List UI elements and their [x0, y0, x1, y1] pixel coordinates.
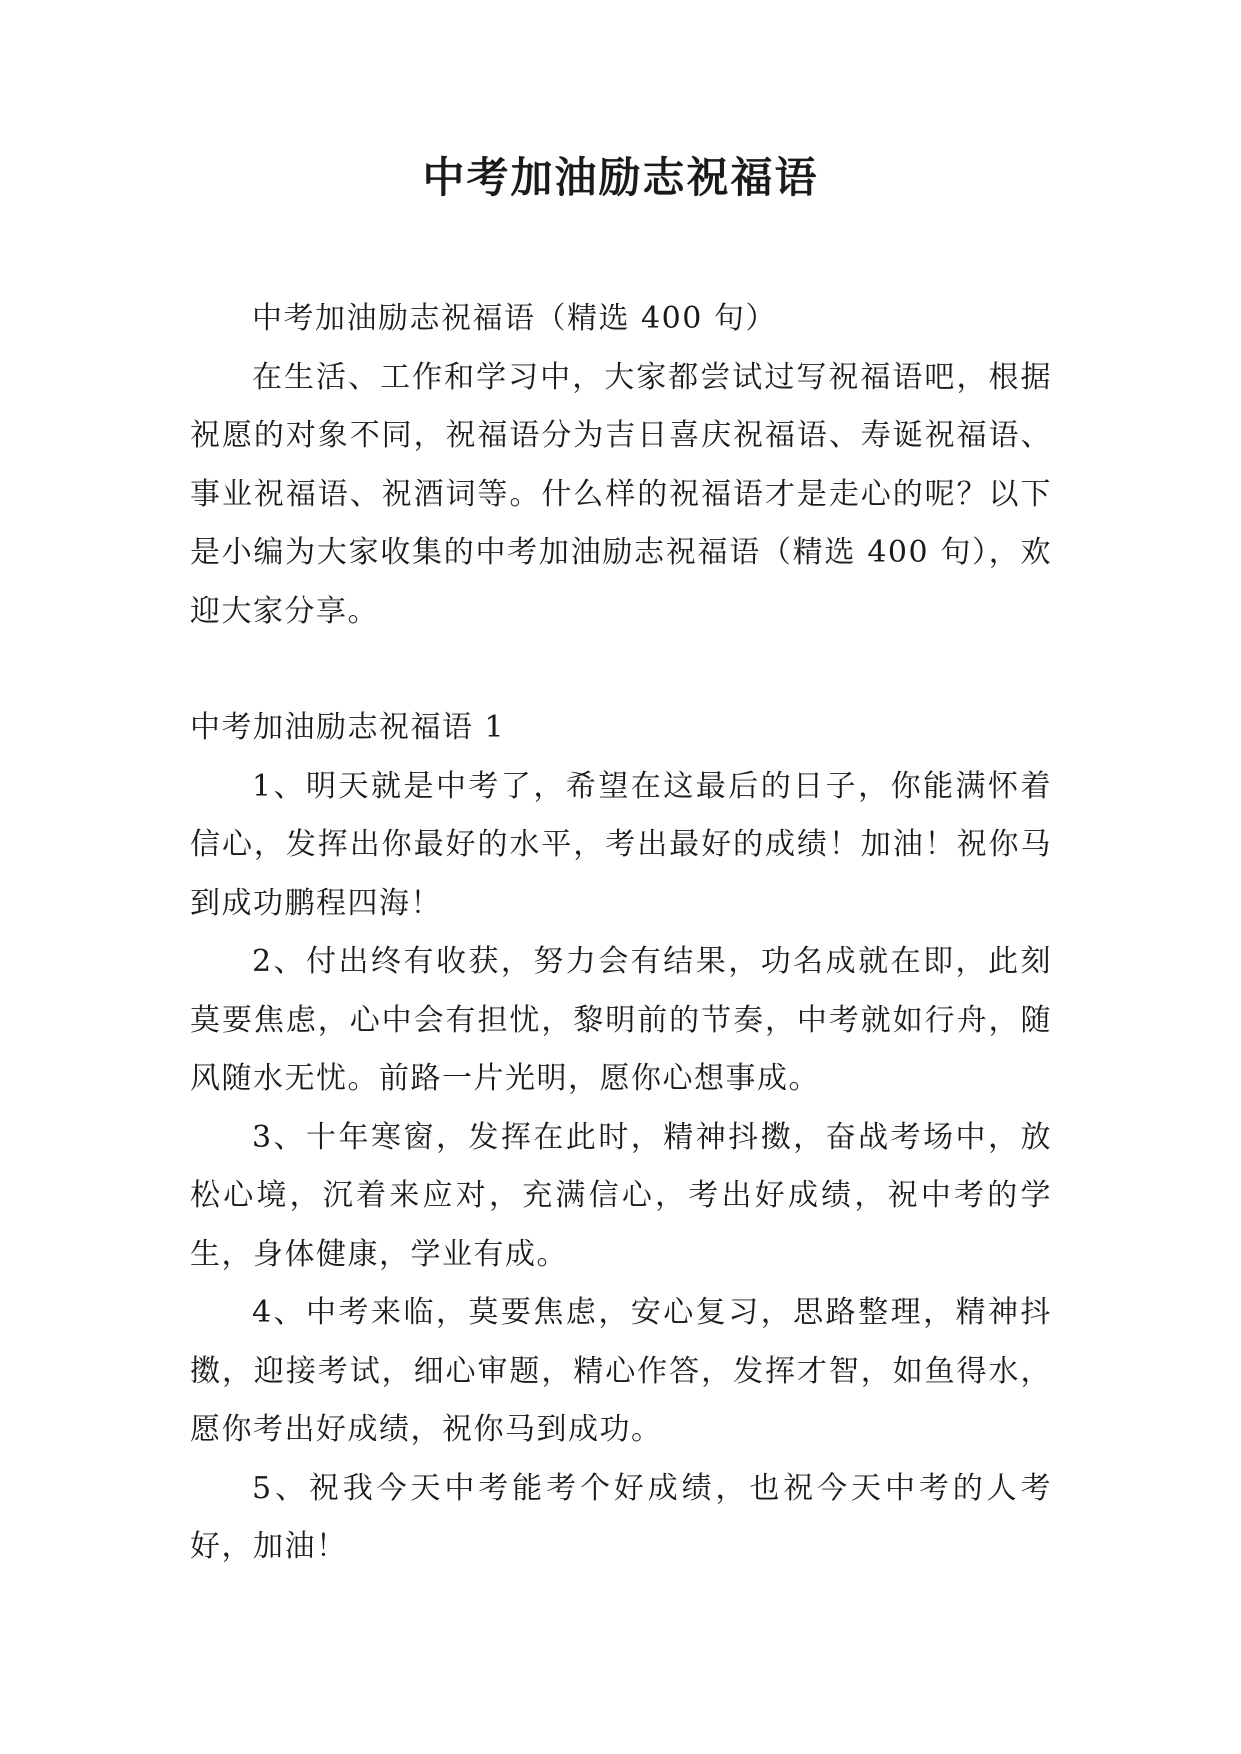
intro-paragraph: 在生活、工作和学习中，大家都尝试过写祝福语吧，根据祝愿的对象不同，祝福语分为吉日喜庆祝福语、寿诞祝福语、事业祝福语、祝酒词等。什么样的祝福语才是走心的呢？以下是小编为大家收集的中考加油励志祝福语（精选 400 句），欢迎大家分享。	[190, 359, 1052, 629]
list-item: 3、十年寒窗，发挥在此时，精神抖擞，奋战考场中，放松心境，沉着来应对，充满信心，考出好成绩，祝中考的学生，身体健康，学业有成。	[190, 1119, 1052, 1272]
document-body	[190, 290, 1052, 1577]
subtitle: 中考加油励志祝福语（精选 400 句）	[252, 301, 777, 336]
list-item: 5、祝我今天中考能考个好成绩，也祝今天中考的人考好，加油！	[190, 1470, 1052, 1564]
list-item: 2、付出终有收获，努力会有结果，功名成就在即，此刻莫要焦虑，心中会有担忧，黎明前的节奏，中考就如行舟，随风随水无忧。前路一片光明，愿你心想事成。	[190, 944, 1052, 1096]
document-title: 中考加油励志祝福语	[422, 153, 819, 202]
list-item: 1、明天就是中考了，希望在这最后的日子，你能满怀着信心，发挥出你最好的水平，考出最好的成绩！加油！祝你马到成功鹏程四海！	[190, 768, 1052, 921]
section-heading: 中考加油励志祝福语 1	[190, 710, 506, 745]
list-item: 4、中考来临，莫要焦虑，安心复习，思路整理，精神抖擞，迎接考试，细心审题，精心作答，发挥才智，如鱼得水，愿你考出好成绩，祝你马到成功。	[190, 1295, 1052, 1447]
